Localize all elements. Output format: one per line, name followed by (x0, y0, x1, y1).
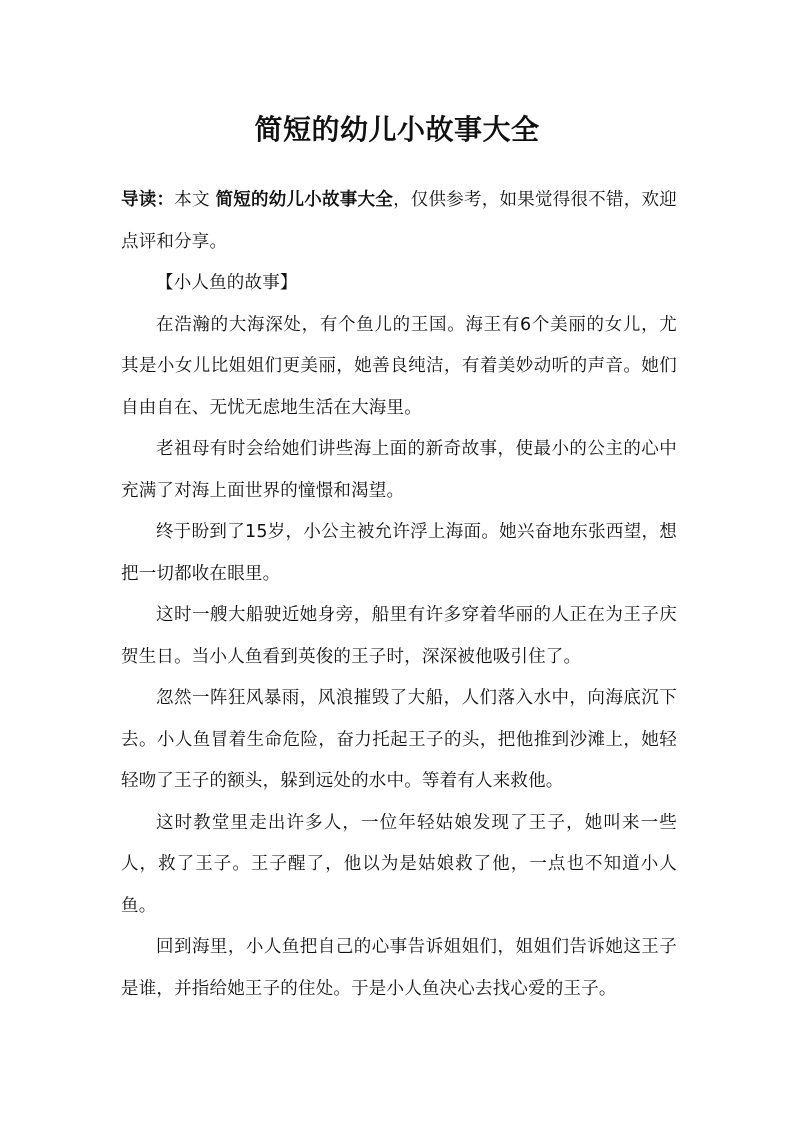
intro-paragraph (121, 180, 677, 263)
intro-prefix: 本文 (174, 190, 216, 210)
intro-suffix: ，仅供参考，如果觉得很不错，欢迎点评和分享。 (121, 190, 677, 252)
story-paragraph-3: 终于盼到了15岁，小公主被允许浮上海面。她兴奋地东张西望，想把一切都收在眼里。 (121, 522, 677, 584)
story-paragraph-5: 忽然一阵狂风暴雨，风浪摧毁了大船，人们落入水中，向海底沉下去。小人鱼冒着生命危险，奋力托起王子的头，把他推到沙滩上，她轻轻吻了王子的额头，躲到远处的水中。等着有人来救他。 (121, 688, 677, 791)
page-title: 简短的幼儿小故事大全 (254, 113, 540, 146)
story-paragraph-1: 在浩瀚的大海深处，有个鱼儿的王国。海王有6个美丽的女儿，尤其是小女儿比姐姐们更美丽，她善良纯洁，有着美妙动听的声音。她们自由自在、无忧无虑地生活在大海里。 (121, 314, 677, 418)
story-paragraph-7: 回到海里，小人鱼把自己的心事告诉姐姐们，姐姐们告诉她这王子是谁，并指给她王子的住处。于是小人鱼决心去找心爱的王子。 (121, 937, 677, 999)
story-paragraph-6: 这时教堂里走出许多人，一位年轻姑娘发现了王子，她叫来一些人，救了王子。王子醒了，他以为是姑娘救了他，一点也不知道小人鱼。 (121, 812, 677, 916)
intro-label: 导读： (121, 190, 175, 210)
section-heading: 【小人鱼的故事】 (156, 273, 298, 293)
document-body (121, 180, 677, 1010)
story-paragraph-4: 这时一艘大船驶近她身旁，船里有许多穿着华丽的人正在为王子庆贺生日。当小人鱼看到英俊的王子时，深深被他吸引住了。 (121, 605, 677, 667)
intro-title-reference: 简短的幼儿小故事大全 (215, 190, 394, 210)
story-paragraph-2: 老祖母有时会给她们讲些海上面的新奇故事，使最小的公主的心中充满了对海上面世界的憧憬和渴望。 (121, 439, 677, 501)
